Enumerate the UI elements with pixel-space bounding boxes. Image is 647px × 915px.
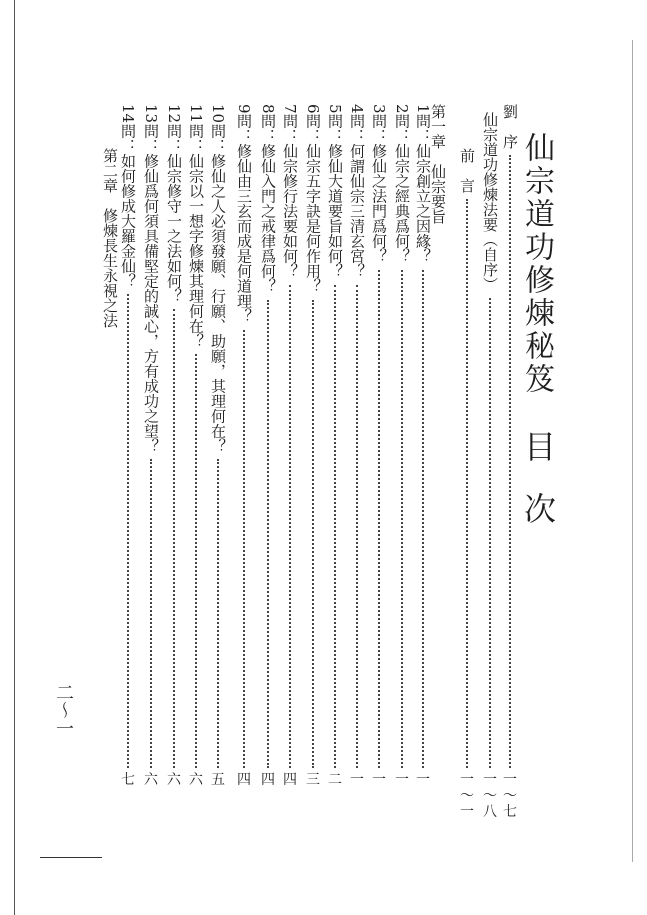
toc-entry bbox=[164, 104, 184, 794]
contents-heading: 目次 bbox=[519, 430, 557, 554]
toc-page-number: 一～一 bbox=[460, 772, 474, 820]
toc-entry bbox=[457, 148, 477, 838]
toc-entry-text: 12問：仙宗修守一之法如何？ bbox=[165, 104, 183, 304]
toc-entry bbox=[325, 104, 345, 794]
toc-entry-text: 9問：修仙由三玄而成是何道理？ bbox=[235, 104, 253, 324]
toc-page-number: 二 bbox=[328, 772, 342, 788]
toc-entry-text: 11問：仙宗以一想字修煉其理何在？ bbox=[187, 104, 205, 349]
dot-leader bbox=[217, 459, 219, 768]
toc-page-number: 五 bbox=[211, 772, 225, 788]
toc-entry bbox=[303, 104, 323, 794]
dot-leader bbox=[422, 270, 424, 768]
toc-entry bbox=[392, 104, 412, 794]
dot-leader bbox=[356, 285, 358, 768]
toc-entry-text: 第一章 仙宗要旨 bbox=[429, 104, 447, 224]
toc-entry bbox=[369, 104, 389, 794]
toc-entry-text: 6問：仙宗五字訣是何作用？ bbox=[304, 104, 322, 294]
toc-entry bbox=[280, 104, 300, 794]
toc-entry-text: 4問：何謂仙宗三清玄宮？ bbox=[348, 104, 366, 279]
toc-page-number: 一～七 bbox=[503, 772, 517, 820]
toc-page-number: 一～八 bbox=[483, 772, 497, 820]
toc-entry-text: 8問：修仙入門之戒律爲何？ bbox=[259, 104, 277, 294]
toc-entry bbox=[258, 104, 278, 794]
toc-page-number: 六 bbox=[144, 772, 158, 788]
dot-leader bbox=[378, 270, 380, 768]
toc-entry-text: 14問：如何修成大羅金仙？ bbox=[119, 104, 137, 289]
dot-leader bbox=[312, 300, 314, 768]
dot-leader bbox=[401, 270, 403, 768]
toc-page-number: 一 bbox=[372, 772, 386, 788]
dot-leader bbox=[289, 285, 291, 768]
toc-entry-text: 仙宗道功修煉法要（自序） bbox=[481, 112, 499, 292]
toc-entry-text: 劉 序 bbox=[501, 104, 519, 149]
toc-page-number: 四 bbox=[261, 772, 275, 788]
toc-page-number: 一 bbox=[416, 772, 430, 788]
toc-entry bbox=[118, 104, 138, 794]
dot-leader bbox=[243, 330, 245, 768]
toc-entry-text: 13問：修仙爲何須具備堅定的誠心，方有成功之望？ bbox=[142, 104, 160, 454]
toc-page-number: 一 bbox=[350, 772, 364, 788]
book-title: 仙宗道功修煉秘笈 bbox=[519, 132, 554, 396]
toc-entry bbox=[347, 104, 367, 794]
toc-entry-text: 1問：仙宗創立之因緣？ bbox=[414, 104, 432, 264]
toc-page-number: 四 bbox=[283, 772, 297, 788]
toc-entry-text: 5問：修仙大道要旨如何？ bbox=[326, 104, 344, 279]
toc-entry-text: 前 言 bbox=[458, 148, 476, 193]
toc-entry bbox=[186, 104, 206, 794]
dot-leader bbox=[267, 300, 269, 768]
toc-entry-text: 2問：仙宗之經典爲何？ bbox=[393, 104, 411, 264]
toc-page-number: 一 bbox=[395, 772, 409, 788]
toc-entry-text: 3問：修仙之法門爲何？ bbox=[370, 104, 388, 264]
dot-leader bbox=[466, 199, 468, 768]
footnote-rule bbox=[40, 857, 102, 858]
toc-page-number: 六 bbox=[167, 772, 181, 788]
toc-entry bbox=[480, 112, 500, 820]
page-edge-right bbox=[632, 40, 633, 862]
toc-entry bbox=[208, 104, 228, 794]
toc-page-number: 四 bbox=[237, 772, 251, 788]
toc-entry-text: 第二章 修煉長生永視之法 bbox=[101, 148, 119, 328]
dot-leader bbox=[173, 309, 175, 768]
toc-page-number: 七 bbox=[121, 772, 135, 788]
dot-leader bbox=[334, 285, 336, 768]
dot-leader bbox=[509, 155, 511, 768]
page-edge-left bbox=[14, 0, 15, 915]
dot-leader bbox=[127, 294, 129, 768]
dot-leader bbox=[150, 459, 152, 768]
folio-number: 二～一 bbox=[53, 683, 74, 737]
toc-entry-text: 10問：修仙之人必須發願、行願、助願，其理何在？ bbox=[209, 104, 227, 454]
toc-chapter-heading bbox=[100, 148, 120, 838]
toc-entry bbox=[500, 104, 520, 820]
toc-entry bbox=[413, 104, 433, 794]
toc-page-number: 三 bbox=[306, 772, 320, 788]
toc-entry bbox=[141, 104, 161, 794]
dot-leader bbox=[195, 354, 197, 768]
toc-page-number: 六 bbox=[189, 772, 203, 788]
toc-entry-text: 7問：仙宗修行法要如何？ bbox=[281, 104, 299, 279]
toc-entry bbox=[234, 104, 254, 794]
dot-leader bbox=[489, 298, 491, 768]
